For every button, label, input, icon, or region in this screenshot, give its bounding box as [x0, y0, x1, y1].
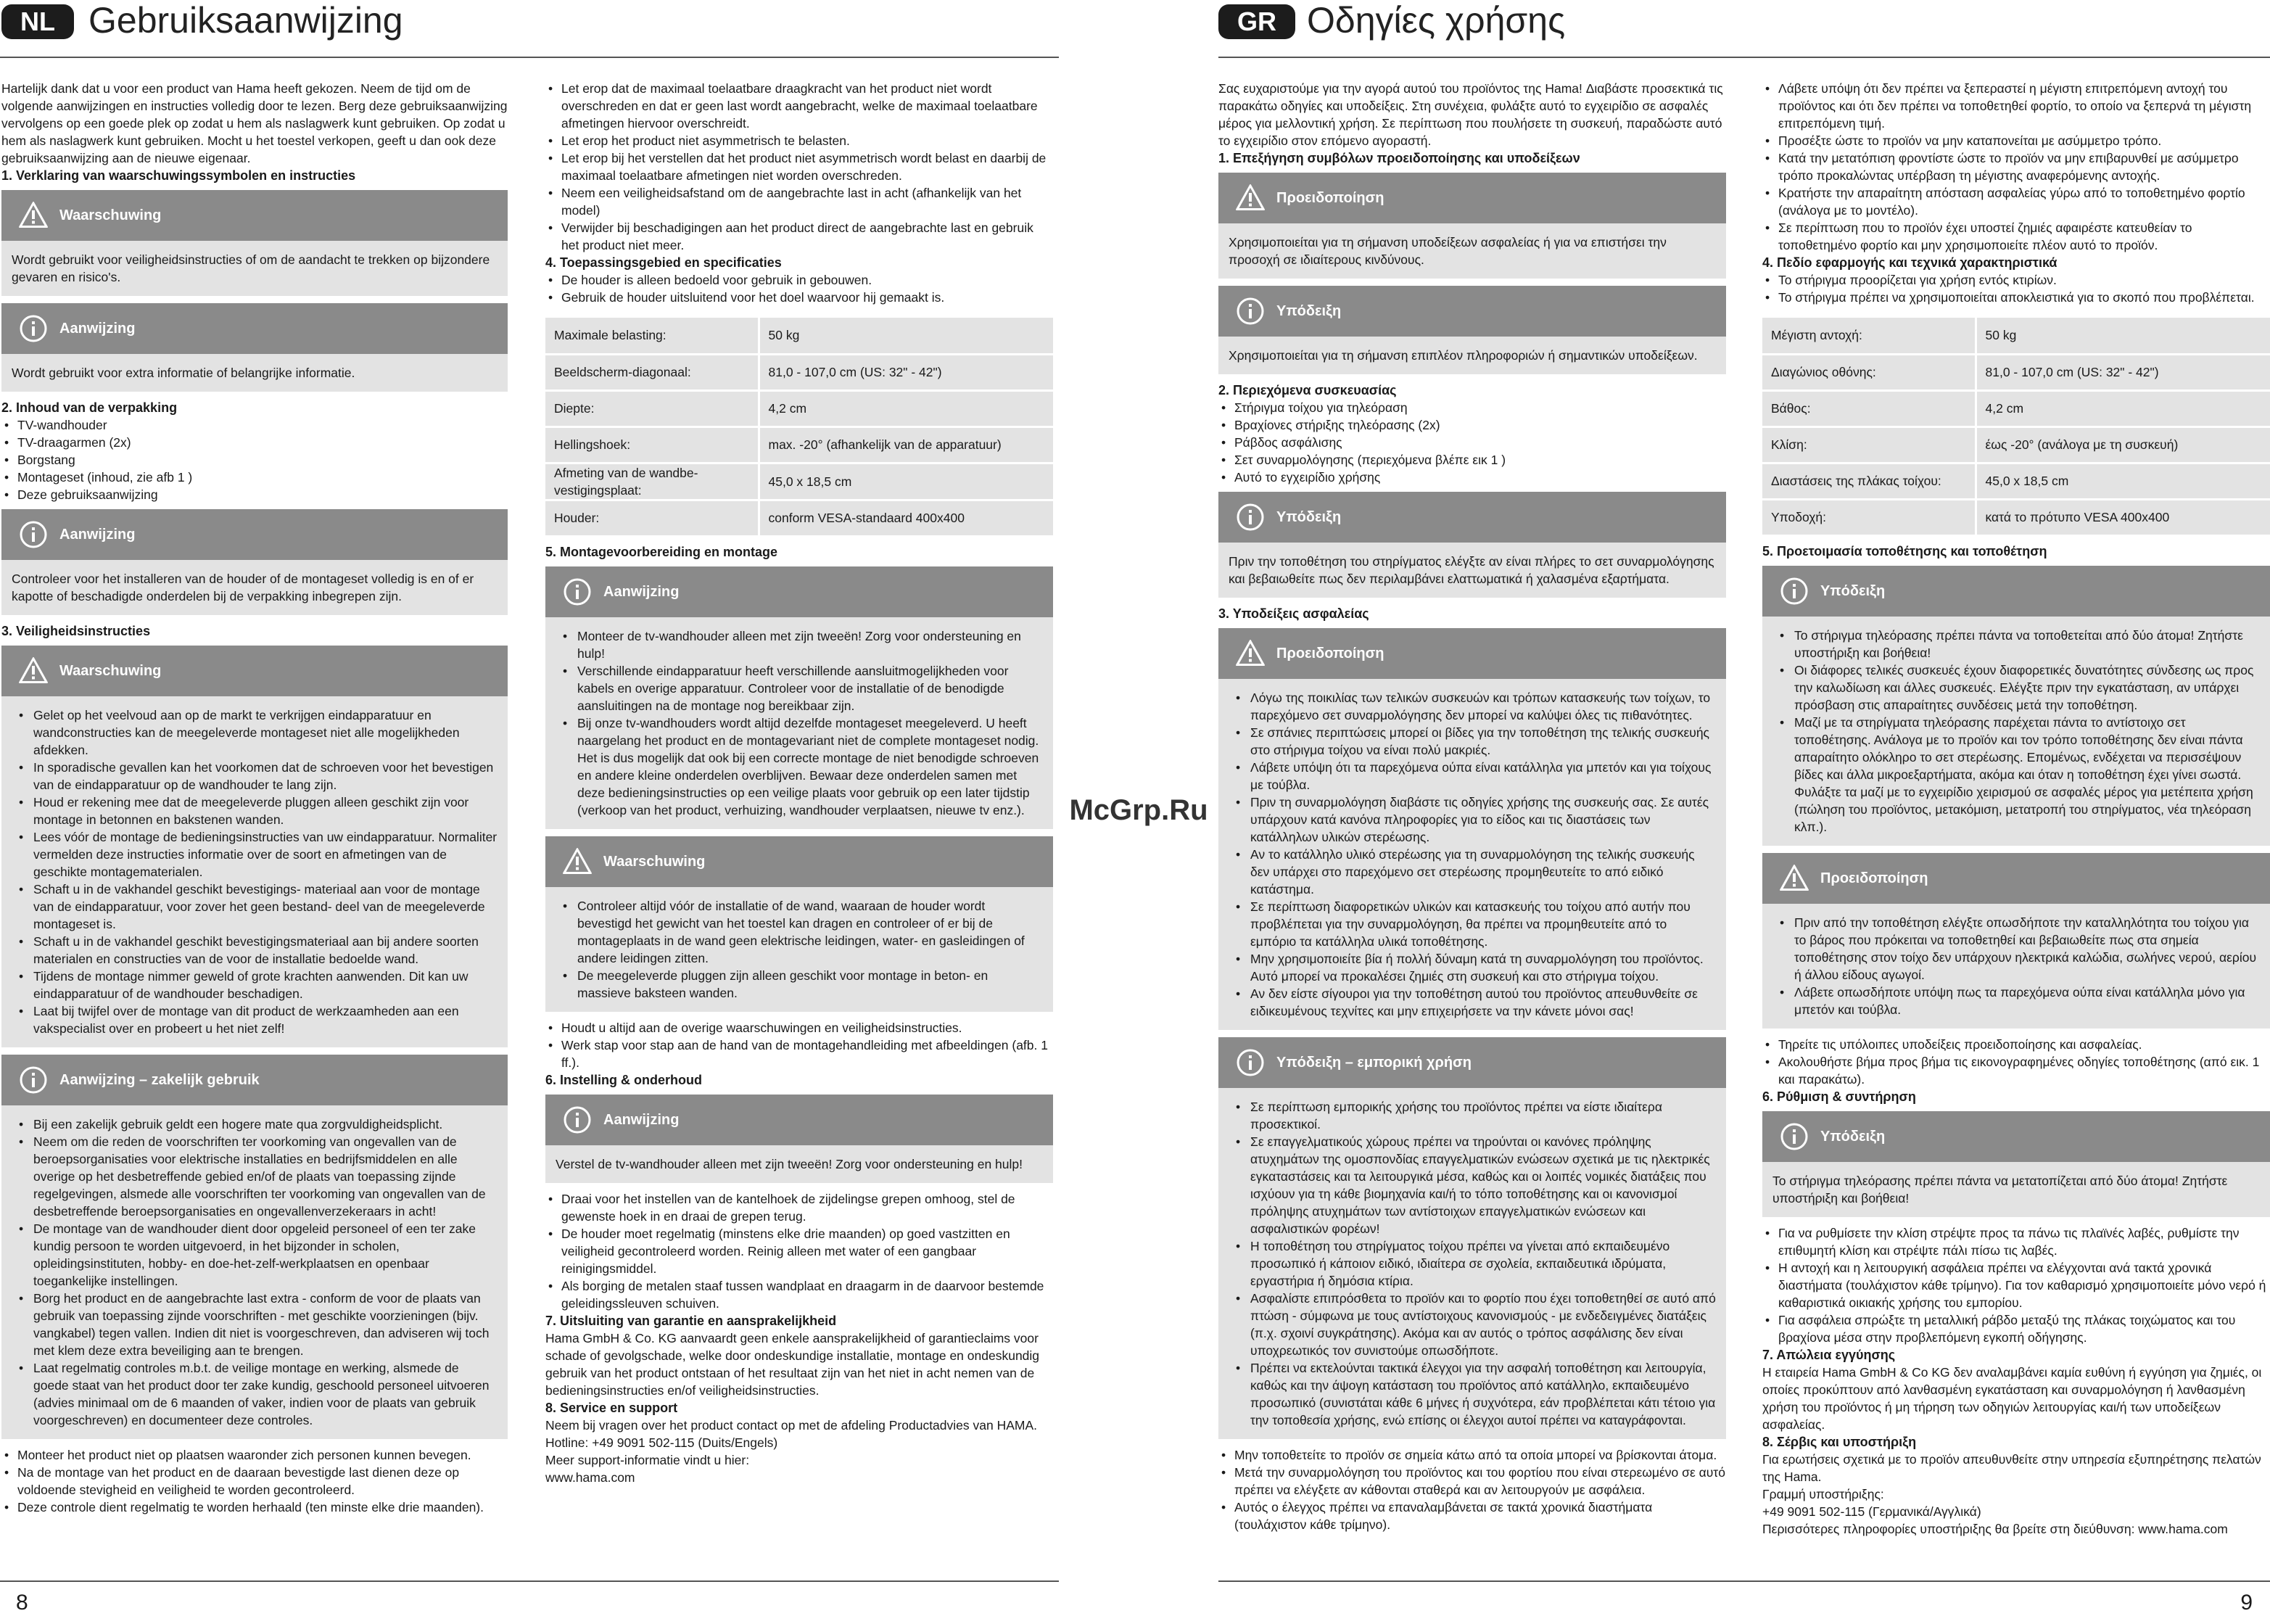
list-item: • Λάβετε υπόψη ότι τα παρεχόμενα ούπα είναι κατάλληλα για μπετόν και για τοίχους με τούβλα.: [1229, 759, 1716, 794]
list-item: • Monteer de tv-wandhouder alleen met zijn tweeën! Zorg voor ondersteuning en hulp!: [556, 627, 1043, 662]
spec-value: 45,0 x 18,5 cm: [1976, 463, 2270, 499]
list-item: • Let erop het product niet asymmetrisch te belasten.: [545, 132, 1053, 149]
note-box: [1, 303, 508, 392]
spec-key: Μέγιστη αντοχή:: [1762, 318, 1976, 354]
list-item: • Ασφαλίστε επιπρόσθετα το προϊόν και το φορτίο που έχει τοποθετηθεί σε αυτό από πτώση - σύμφωνα με τους αντίστοιχους κανονισμούς - με ενδεδειγμένες διατάξεις (π.χ. σχοινί συγκράτησης). Ακόμα και αν αυτός ο τρόπος ασφάλισης δεν είναι υποχρεωτικός τον συνιστούμε οπωσδήποτε.: [1229, 1290, 1716, 1359]
warning-icon: [17, 199, 49, 231]
note-text: Wordt gebruikt voor extra informatie of belangrijke informatie.: [12, 366, 355, 380]
list-item: • Deze controle dient regelmatig te worden herhaald (ten minste elke drie maanden).: [1, 1499, 508, 1516]
bullet-list: [545, 1019, 1053, 1071]
list-item: • Σε περίπτωση εμπορικής χρήσης του προϊόντος πρέπει να είστε ιδιαίτερα προσεκτικοί.: [1229, 1098, 1716, 1133]
spec-key: Βάθος:: [1762, 390, 1976, 426]
info-icon: [1778, 575, 1810, 607]
bullet-list: [545, 1190, 1053, 1312]
list-item: • Σε περίπτωση διαφορετικών υλικών και κατασκευής του τοίχου από αυτήν που προβλέπεται για την συναρμολόγηση, θα πρέπει να προμηθευτείτε από το εμπόριο τα κατάλληλα υλικά τοποθέτησης.: [1229, 898, 1716, 950]
list-item: • Οι διάφορες τελικές συσκευές έχουν διαφορετικές δυνατότητες σύνδεσης ως προς την καλωδίωση και άλλες συσκευές. Ελέγξτε πριν την εγκατάσταση, αν υπάρχει πρόσβαση στις απαραίτητες συνδέσεις μετά την τοποθέτηση.: [1772, 661, 2260, 714]
contents-list: [1, 416, 508, 503]
list-item: • De montage van de wandhouder dient door opgeleid personeel of een ter zake kundig persoon te worden uitgevoerd, in het bijzonder in scholen, opleidingsinstituten, hobby- en doe-het-zelf-werkplaatsen en openbaar toegankelijke instellingen.: [12, 1220, 498, 1290]
warning-label: Waarschuwing: [59, 663, 162, 679]
list-item: • Μαζί με τα στηρίγματα τηλεόρασης παρέχεται πάντα το αντίστοιχο σετ τοποθέτησης. Ανάλογα με το προϊόν και τον τρόπο τοποθέτησης δεν είναι πάντα απαραίτητο ολόκληρο το σετ στερέωσης. Επομένως, ενδέχεται να περισσέψουν βίδες και άλλα μικροεξαρτήματα, ακόμα και όταν η τοποθέτηση έχει γίνει σωστά. Φυλάξτε τα μαζί με το εγχειρίδιο χειρισμού σε ασφαλές μέρος για μετέπειτα χρήση (πώληση του προϊόντος, μετακόμιση, μετατροπή του στηρίγματος, νέα τηλεόραση κλπ.).: [1772, 714, 2260, 836]
warning-box-header: [545, 836, 1053, 887]
list-item: • Deze gebruiksaanwijzing: [1, 486, 508, 503]
warning-box: [1762, 853, 2270, 1029]
note-box: [1, 509, 508, 615]
warning-description: [1, 696, 508, 1047]
spec-key: Maximale belasting:: [545, 318, 759, 354]
warning-box-header: [1218, 173, 1726, 223]
list-item: • Schaft u in de vakhandel geschikt bevestigingsmateriaal aan bij andere soorten materialen en constructies van de voor de installatie bedoelde wand.: [12, 933, 498, 968]
list-item: • Πριν τη συναρμολόγηση διαβάστε τις οδηγίες χρήσης της συσκευής σας. Σε αυτές υπάρχουν κατά κανόνα πληροφορίες για το είδος και τις διαστάσεις των κατάλληλων υλικών στερέωσης.: [1229, 794, 1716, 846]
column-right: [545, 80, 1053, 1486]
paragraph: Hotline: +49 9091 502-115 (Duits/Engels): [545, 1435, 778, 1450]
info-icon: [1778, 1121, 1810, 1153]
language-badge: NL: [1, 4, 74, 39]
note-label: Aanwijzing: [59, 527, 136, 543]
list-item: • De houder is alleen bedoeld voor gebruik in gebouwen.: [545, 271, 1053, 289]
section-heading: 1. Επεξήγηση συμβόλων προειδοποίησης και υποδείξεων: [1218, 151, 1580, 165]
warning-box-header: [1, 646, 508, 696]
list-item: • Σε επαγγελματικούς χώρους πρέπει να τηρούνται οι κανόνες πρόληψης ατυχημάτων της ομοσπονδίας επαγγελματικών ενώσεων σχετικά με τις ηλεκτρικές εγκαταστάσεις και τα λειτουργικά μέσα, καθώς και οι λοιπές νομικές διατάξεις που ισχύουν για τη κάθε βιομηχανία και/ή το τόπο τοποθέτησης και οι κανονισμοί πρόληψης ατυχημάτων των αντίστοιχων επαγγελματικών ενώσεων και ασφαλιστικών φορέων!: [1229, 1133, 1716, 1237]
warning-box-header: [1762, 853, 2270, 904]
note-text: Verstel de tv-wandhouder alleen met zijn tweeën! Zorg voor ondersteuning en hulp!: [556, 1156, 1023, 1171]
list-item: • Προσέξτε ώστε το προϊόν να μην καταπονείται με ασύμμετρο τρόπο.: [1762, 132, 2270, 149]
list-item: • Στήριγμα τοίχου για τηλεόραση: [1218, 399, 1726, 416]
list-item: • Η τοποθέτηση του στηρίγματος τοίχου πρέπει να γίνεται από εκπαιδευμένο προσωπικό ή κάποιον ειδικό, ιδιαίτερα σε σχολεία, εκπαιδευτικά ιδρύματα, εργαστήρια ή δημόσια κτίρια.: [1229, 1237, 1716, 1290]
note-label: Aanwijzing: [603, 583, 680, 600]
spec-key: Διαγώνιος οθόνης:: [1762, 354, 1976, 390]
list-item: • Tijdens de montage nimmer geweld of grote krachten aanwenden. Dit kan uw eindapparatuur of de wandhouder beschadigen.: [12, 968, 498, 1002]
note-box-header: [1762, 1111, 2270, 1162]
warning-label: Waarschuwing: [59, 207, 162, 223]
list-item: • Draai voor het instellen van de kantelhoek de zijdelingse grepen omhoog, stel de gewenste hoek in en draai de grepen terug.: [545, 1190, 1053, 1225]
paragraph: Γραμμή υποστήριξης:: [1762, 1486, 1884, 1501]
bullet-list: [1762, 1036, 2270, 1088]
spec-value: 4,2 cm: [1976, 390, 2270, 426]
list-item: • Gelet op het veelvoud aan op de markt te verkrijgen eindapparatuur en wandconstructies kan de meegeleverde montageset niet alle mogelijkheden afdekken.: [12, 706, 498, 759]
language-badge: GR: [1218, 4, 1295, 39]
list-item: • Βραχίονες στήριξης τηλεόρασης (2x): [1218, 416, 1726, 434]
note-description: [1762, 1162, 2270, 1217]
table-row: [545, 390, 1053, 426]
page-title: Gebruiksaanwijzing: [88, 0, 403, 41]
commercial-note-box: [1, 1055, 508, 1439]
note-description: [545, 1145, 1053, 1183]
list-item: • Gebruik de houder uitsluitend voor het doel waarvoor hij gemaakt is.: [545, 289, 1053, 306]
note-description: [1218, 1088, 1726, 1439]
note-box: [1218, 286, 1726, 374]
list-item: • Verschillende eindapparatuur heeft verschillende aansluitmogelijkheden voor kabels en overige apparatuur. Controleer voor de installatie of de benodigde aansluitingen na de montage nog bereikbaar zijn.: [556, 662, 1043, 714]
list-item: • Για ασφάλεια σπρώξτε τη μεταλλική ράβδο μεταξύ της πλάκας τοιχώματος και του βραχίονα μέσα στην προβλεπόμενη εγκοπή οδήγησης.: [1762, 1311, 2270, 1346]
list-item: • Πρέπει να εκτελούνται τακτικά έλεγχοι για την ασφαλή τοποθέτηση και λειτουργία, καθώς και την άψογη κατάσταση του προϊόντος από κατάλληλο, εκπαιδευμένο προσωπικό (συνιστάται κάθε 6 μήνες ή συχνότερα, εάν προβλέπεται κάτι τέτοιο για την τοποθεσία χρήσης, ενώ επίσης οι έλεγχοι αυτοί πρέπει να καταγράφονται.: [1229, 1359, 1716, 1429]
list-item: • Σετ συναρμολόγησης (περιεχόμενα βλέπε εικ 1 ): [1218, 451, 1726, 469]
warning-box: [1, 646, 508, 1047]
note-description: [1, 1105, 508, 1439]
list-item: • Λάβετε υπόψη ότι δεν πρέπει να ξεπεραστεί η μέγιστη επιτρεπόμενη αντοχή του προϊόντος και ότι δεν πρέπει να τοποθετηθεί φορτίο, το οποίο να ξεπερνά τη μέγιστη επιτρεπόμενη τιμή.: [1762, 80, 2270, 132]
spec-key: Κλίση:: [1762, 426, 1976, 463]
list-item: • Ράβδος ασφάλισης: [1218, 434, 1726, 451]
spec-value: 50 kg: [759, 318, 1053, 354]
note-label: Υπόδειξη: [1276, 303, 1342, 319]
page-number: 9: [2240, 1591, 2253, 1615]
watermark: McGrp.Ru: [1069, 794, 1208, 826]
list-item: • Laat bij twijfel over de montage van dit product de werkzaamheden aan een vakspecialist over en probeert u het niet zelf!: [12, 1002, 498, 1037]
warning-box: [1, 190, 508, 296]
list-item: • Αυτός ο έλεγχος πρέπει να επαναλαμβάνεται σε τακτά χρονικά διαστήματα (τουλάχιστον κάθε τρίμηνο).: [1218, 1499, 1726, 1533]
warning-box-header: [1218, 628, 1726, 679]
spec-key: Diepte:: [545, 390, 759, 426]
warning-icon: [1778, 862, 1810, 894]
spec-table: [1762, 318, 2270, 537]
page-gr: [1218, 0, 2270, 1624]
list-item: • Πριν από την τοποθέτηση ελέγξτε οπωσδήποτε την καταλληλότητα του τοίχου για το βάρος που πρόκειται να τοποθετηθεί και βεβαιωθείτε πως στα σημεία τοποθέτησης στον τοίχο δεν υπάρχουν ηλεκτρικά καλώδια, σωλήνες νερού, αερίου ή άλλου είδους αγωγοί.: [1772, 914, 2260, 984]
section-heading: 8. Service en support: [545, 1400, 678, 1415]
list-item: • Το στήριγμα τηλεόρασης πρέπει πάντα να τοποθετείται από δύο άτομα! Ζητήστε υποστήριξη και βοήθεια!: [1772, 627, 2260, 661]
table-row: [1762, 499, 2270, 535]
spec-value: 45,0 x 18,5 cm: [759, 463, 1053, 500]
warning-text: Wordt gebruikt voor veiligheidsinstructies of om de aandacht te trekken op bijzondere gevaren en risico's.: [12, 252, 490, 284]
list-item: • Controleer altijd vóór de installatie of de wand, waaraan de houder wordt bevestigd het gewicht van het toestel kan dragen en controleer of er bij de montageplaats in de wand geen elektrische leidingen, water- en gasleidingen of andere leidingen zitten.: [556, 897, 1043, 967]
info-icon: [1234, 501, 1266, 533]
list-item: • Λόγω της ποικιλίας των τελικών συσκευών και τρόπων κατασκευής των τοίχων, το παρεχόμενο σετ συναρμολόγησης δεν μπορεί να καλύψει όλες τις πιθανότητες.: [1229, 689, 1716, 724]
spec-key: Υποδοχή:: [1762, 499, 1976, 535]
spec-key: Διαστάσεις της πλάκας τοίχου:: [1762, 463, 1976, 499]
note-box-header: [1218, 286, 1726, 337]
table-row: [545, 463, 1053, 500]
list-item: • Monteer het product niet op plaatsen waaronder zich personen kunnen bevegen.: [1, 1446, 508, 1464]
note-box: [1762, 1111, 2270, 1217]
contents-list: [1218, 399, 1726, 486]
section-heading: 6. Instelling & onderhoud: [545, 1072, 702, 1087]
note-label: Aanwijzing: [603, 1111, 680, 1128]
page-header: [1218, 0, 2270, 58]
bullet-list: [1762, 80, 2270, 254]
section-heading: 7. Uitsluiting van garantie en aansprakelijkheid: [545, 1313, 837, 1328]
note-box: [545, 566, 1053, 829]
warning-description: [545, 887, 1053, 1012]
note-label: Υπόδειξη: [1820, 1128, 1886, 1145]
warning-label: Waarschuwing: [603, 853, 706, 870]
warning-label: Προειδοποίηση: [1820, 870, 1928, 886]
warning-box: [1218, 628, 1726, 1030]
warning-icon: [17, 655, 49, 687]
warning-description: [1218, 679, 1726, 1030]
list-item: • Verwijder bij beschadigingen aan het product direct de aangebrachte last en gebruik het product niet meer.: [545, 219, 1053, 254]
bullet-list: [1762, 271, 2270, 306]
spec-value: κατά το πρότυπο VESA 400x400: [1976, 499, 2270, 535]
note-description: [1218, 337, 1726, 374]
spec-key: Afmeting van de wandbe- vestigingsplaat:: [545, 463, 759, 500]
info-icon: [1234, 1047, 1266, 1079]
table-row: [1762, 463, 2270, 499]
list-item: • Κρατήστε την απαραίτητη απόσταση ασφαλείας γύρω από το τοποθετημένο φορτίο (ανάλογα με το μοντέλο).: [1762, 184, 2270, 219]
spec-value: έως -20° (ανάλογα με τη συσκευή): [1976, 426, 2270, 463]
list-item: • Laat regelmatig controles m.b.t. de veilige montage en werking, alsmede de goede staat van het product door ter zake kundig, geschoold personeel uitvoeren (advies minimaal om de 6 maanden of vaker, indien voor de plaats van gebruik voorgeschreven) en documenteer deze controles.: [12, 1359, 498, 1429]
list-item: • Let erop bij het verstellen dat het product niet asymmetrisch wordt belast en daarbij de maximaal toelaatbare afmetingen niet worden overschreden.: [545, 149, 1053, 184]
warning-icon: [561, 846, 593, 878]
list-item: • Μετά την συναρμολόγηση του προϊόντος και του φορτίου που είναι στερεωμένο σε αυτό πρέπει να ελέγξετε αν κάθονται σταθερά και αν λειτουργούν με ασφάλεια.: [1218, 1464, 1726, 1499]
list-item: • Neem een veiligheidsafstand om de aangebrachte last in acht (afhankelijk van het model): [545, 184, 1053, 219]
section-heading: 3. Veiligheidsinstructies: [1, 624, 151, 638]
warning-description: [1762, 904, 2270, 1029]
list-item: • In sporadische gevallen kan het voorkomen dat de schroeven voor het bevestigen van de eindapparatuur op de wandhouder te lang zijn.: [12, 759, 498, 794]
list-item: • Let erop dat de maximaal toelaatbare draagkracht van het product niet wordt overschreden en dat er geen last wordt aangebracht, welke de maximaal toelaatbare afmetingen hiervoor overschreidt.: [545, 80, 1053, 132]
page-title: Οδηγίες χρήσης: [1307, 0, 1566, 41]
website-link[interactable]: www.hama.com: [545, 1470, 635, 1485]
list-item: • Als borging de metalen staaf tussen wandplaat en draagarm in de daarvoor bestemde geleidingssleuven schuiven.: [545, 1277, 1053, 1312]
info-icon: [17, 1064, 49, 1096]
paragraph: Meer support-informatie vindt u hier:: [545, 1452, 750, 1467]
commercial-note-box: [1218, 1037, 1726, 1439]
note-description: [1, 354, 508, 392]
spec-value: max. -20° (afhankelijk van de apparatuur): [759, 426, 1053, 463]
note-box-header: [1762, 566, 2270, 617]
bullet-list: [545, 271, 1053, 306]
section-heading: 4. Toepassingsgebied en specificaties: [545, 255, 782, 270]
spec-key: Hellingshoek:: [545, 426, 759, 463]
list-item: • Houd er rekening mee dat de meegeleverde pluggen alleen geschikt zijn voor montage in betonnen en bakstenen wanden.: [12, 794, 498, 828]
note-box-header: [1, 1055, 508, 1105]
page-footer: [0, 1580, 1059, 1624]
spec-table: [545, 318, 1053, 537]
list-item: • TV-wandhouder: [1, 416, 508, 434]
list-item: • Μην χρησιμοποιείτε βία ή πολλή δύναμη κατά τη συναρμολόγηση του προϊόντος. Αυτό μπορεί να προκαλέσει ζημιές στη συσκευή και στο στήριγμα τοίχου.: [1229, 950, 1716, 985]
warning-box: [545, 836, 1053, 1012]
list-item: • Ακολουθήστε βήμα προς βήμα τις εικονογραφημένες οδηγίες τοποθέτησης (από εικ. 1 και παρακάτω).: [1762, 1053, 2270, 1088]
table-row: [545, 500, 1053, 536]
section-heading: 8. Σέρβις και υποστήριξη: [1762, 1434, 1917, 1449]
table-row: [1762, 426, 2270, 463]
warning-box-header: [1, 190, 508, 241]
bullet-list: [1218, 1446, 1726, 1533]
note-box-header: [1, 303, 508, 354]
paragraph: Η εταιρεία Hama GmbH & Co KG δεν αναλαμβάνει καμία ευθύνη ή εγγύηση για ζημιές, οι οποίες προκύπτουν από λανθασμένη εγκατάσταση και συναρμολόγηση ή λανθασμένη χρήση του προϊόντος ή μη τήρηση των οδηγιών λειτουργίας και/ή των υποδείξεων ασφαλείας.: [1762, 1364, 2262, 1432]
note-label: Υπόδειξη: [1820, 582, 1886, 599]
table-row: [545, 426, 1053, 463]
paragraph: Neem bij vragen over het product contact op met de afdeling Productadvies van HAMA.: [545, 1417, 1038, 1433]
list-item: • Bij een zakelijk gebruik geldt een hogere mate qua zorgvuldigheidsplicht.: [12, 1116, 498, 1133]
table-row: [1762, 390, 2270, 426]
info-icon: [17, 313, 49, 345]
note-description: [1762, 617, 2270, 846]
list-item: • Borg het product en de aangebrachte last extra - conform de voor de plaats van gebruik van toepassing zijnde voorschriften - met geschikte voorzieningen (bijv. vangkabel) tegen vallen. Indien dit niet is voorgeschreven, dan adviseren wij toch met klem deze extra beveiliging aan te brengen.: [12, 1290, 498, 1359]
list-item: • Η αντοχή και η λειτουργική ασφάλεια πρέπει να ελέγχονται ανά τακτά χρονικά διαστήματα (τουλάχιστον κάθε τρίμηνο). Για τον καθαρισμό χρησιμοποιείτε μόνο νερό ή καθαριστικά οικιακής χρήσης του εμπορίου.: [1762, 1259, 2270, 1311]
note-box: [1218, 492, 1726, 598]
warning-icon: [1234, 638, 1266, 669]
note-description: [1218, 543, 1726, 598]
list-item: • Το στήριγμα προορίζεται για χρήση εντός κτιρίων.: [1762, 271, 2270, 289]
list-item: • Μην τοποθετείτε το προϊόν σε σημεία κάτω από τα οποία μπορεί να βρίσκονται άτομα.: [1218, 1446, 1726, 1464]
section-heading: 4. Πεδίο εφαρμογής και τεχνικά χαρακτηριστικά: [1762, 255, 2058, 270]
section-heading: 1. Verklaring van waarschuwingssymbolen en instructies: [1, 168, 356, 183]
section-heading: 7. Απώλεια εγγύησης: [1762, 1347, 1896, 1362]
bullet-list: [1762, 1224, 2270, 1346]
table-row: [1762, 318, 2270, 354]
list-item: • Τηρείτε τις υπόλοιπες υποδείξεις προειδοποίησης και ασφαλείας.: [1762, 1036, 2270, 1053]
spec-value: conform VESA-standaard 400x400: [759, 500, 1053, 536]
paragraph: Για ερωτήσεις σχετικά με το προϊόν απευθυνθείτε στην υπηρεσία εξυπηρέτησης πελατών της Hama.: [1762, 1451, 2261, 1484]
list-item: • TV-draagarmen (2x): [1, 434, 508, 451]
page-footer: [1218, 1580, 2270, 1624]
note-box-header: [1, 509, 508, 560]
note-box: [1762, 566, 2270, 846]
list-item: • Αν το κατάλληλο υλικό στερέωσης για τη συναρμολόγηση της τελικής συσκευής δεν υπάρχει στο παρεχόμενο σετ στερέωσης προμηθευτείτε το από ειδικό κατάστημα.: [1229, 846, 1716, 898]
section-heading: 5. Montagevoorbereiding en montage: [545, 544, 778, 559]
note-box: [545, 1095, 1053, 1183]
page-number: 8: [16, 1591, 28, 1615]
note-box-header: [1218, 492, 1726, 543]
column-left: [1218, 80, 1726, 1533]
list-item: • Κατά την μετατόπιση φροντίστε ώστε το προϊόν να μην επιβαρυνθεί με ασύμμετρο τρόπο προκαλώντας υπέρβαση τη μέγιστης αναφερόμενης αντοχής.: [1762, 149, 2270, 184]
section-heading: 2. Περιεχόμενα συσκευασίας: [1218, 383, 1397, 397]
warning-label: Προειδοποίηση: [1276, 646, 1384, 661]
table-row: [1762, 354, 2270, 390]
list-item: • Werk stap voor stap aan de hand van de montagehandleiding met afbeeldingen (afb. 1 ff.).: [545, 1036, 1053, 1071]
column-right: [1762, 80, 2270, 1538]
column-left: [1, 80, 508, 1516]
section-heading: 6. Ρύθμιση & συντήρηση: [1762, 1089, 1916, 1104]
info-icon: [561, 576, 593, 608]
intro-text: Hartelijk dank dat u voor een product van Hama heeft gekozen. Neem de tijd om de volgende aanwijzingen en instructies volledig door te lezen. Berg deze gebruiksaanwijzing vervolgens op een goede plek op zodat u hem als naslagwerk kunt gebruiken. Op zodat u hem als naslagwerk kunt gebruiken. Mocht u het toestel verkopen, geeft u dan ook deze gebruiksaanwijzing aan de nieuwe eigenaar.: [1, 81, 508, 165]
section-heading: 5. Προετοιμασία τοποθέτησης και τοποθέτηση: [1762, 543, 2047, 558]
spec-key: Beeldscherm-diagonaal:: [545, 354, 759, 390]
bullet-list: [1, 1446, 508, 1516]
list-item: • Schaft u in de vakhandel geschikt bevestigings- materiaal aan voor de montage van de eindapparatuur, voor zover het geen bestand- deel van de meegeleverde montageset is.: [12, 881, 498, 933]
spec-key: Houder:: [545, 500, 759, 536]
warning-label: Προειδοποίηση: [1276, 190, 1384, 206]
spec-value: 81,0 - 107,0 cm (US: 32" - 42"): [1976, 354, 2270, 390]
table-row: [545, 318, 1053, 354]
note-label: Υπόδειξη – εμπορική χρήση: [1276, 1055, 1472, 1071]
list-item: • Αυτό το εγχειρίδιο χρήσης: [1218, 469, 1726, 486]
page-nl: [0, 0, 1059, 1624]
spec-value: 4,2 cm: [759, 390, 1053, 426]
list-item: • Borgstang: [1, 451, 508, 469]
note-text: Controleer voor het installeren van de houder of de montageset volledig is en of er kapotte of beschadigde onderdelen bij de verpakking inbegrepen zijn.: [12, 572, 474, 603]
list-item: • Για να ρυθμίσετε την κλίση στρέψτε προς τα πάνω τις πλαϊνές λαβές, ρυθμίστε την επιθυμητή κλίση και στρέψτε πάλι πίσω τις λαβές.: [1762, 1224, 2270, 1259]
spec-value: 81,0 - 107,0 cm (US: 32" - 42"): [759, 354, 1053, 390]
bullet-list: [545, 80, 1053, 254]
list-item: • De houder moet regelmatig (minstens elke drie maanden) op goed vastzitten en veiligheid gecontroleerd worden. Reinig alleen met water of een gangbaar reinigingsmiddel.: [545, 1225, 1053, 1277]
note-box-header: [545, 566, 1053, 617]
paragraph: Hama GmbH & Co. KG aanvaardt geen enkele aansprakelijkheid of garantieclaims voor schade of gevolgschade, welke door ondeskundige installatie, montage en ondeskundig gebruik van het product ontstaan of het resultaat zijn van het niet in acht nemen van de bedieningsinstructies en/of veiligheidsinstructies.: [545, 1330, 1040, 1398]
warning-description: [1, 241, 508, 296]
list-item: • Σε σπάνιες περιπτώσεις μπορεί οι βίδες για την τοποθέτηση της τελικής συσκευής στο στήριγμα τοίχου να είναι πολύ μακριές.: [1229, 724, 1716, 759]
warning-icon: [1234, 182, 1266, 214]
warning-description: [1218, 223, 1726, 279]
list-item: • Houdt u altijd aan de overige waarschuwingen en veiligheidsinstructies.: [545, 1019, 1053, 1036]
list-item: • Λάβετε οπωσδήποτε υπόψη πως τα παρεχόμενα ούπα είναι κατάλληλα μόνο για μπετόν και τούβλα.: [1772, 984, 2260, 1018]
note-label: Υπόδειξη: [1276, 509, 1342, 525]
list-item: • Το στήριγμα πρέπει να χρησιμοποιείται αποκλειστικά για το σκοπό που προβλέπεται.: [1762, 289, 2270, 306]
list-item: • De meegeleverde pluggen zijn alleen geschikt voor montage in beton- en massieve baksteen wanden.: [556, 967, 1043, 1002]
intro-text: Σας ευχαριστούμε για την αγορά αυτού του προϊόντος της Hama! Διαβάστε προσεκτικά τις παρακάτω οδηγίες και υποδείξεις. Στη συνέχεια, φυλάξτε αυτό το εγχειρίδιο σε ασφαλές μέρος για μελλοντική χρήση. Σε περίπτωση που πουλήσετε τη συσκευή, παραδώστε αυτό το εγχειρίδιο στον επόμενο αγοραστή.: [1218, 81, 1723, 148]
note-label: Aanwijzing: [59, 321, 136, 337]
spec-value: 50 kg: [1976, 318, 2270, 354]
list-item: • Montageset (inhoud, zie afb 1 ): [1, 469, 508, 486]
list-item: • Na de montage van het product en de daaraan bevestigde last dienen deze op voldoende stevigheid en veiligheid te worden gecontroleerd.: [1, 1464, 508, 1499]
list-item: • Σε περίπτωση που το προϊόν έχει υποστεί ζημιές αφαιρέστε κατευθείαν το τοποθετημένο φορτίο και μην χρησιμοποιείτε πλέον αυτό το προϊόν.: [1762, 219, 2270, 254]
list-item: • Lees vóór de montage de bedieningsinstructies van uw eindapparatuur. Normaliter vermelden deze instructies informatie over de soort en afmetingen van de geschikte montagematerialen.: [12, 828, 498, 881]
page-header: [0, 0, 1059, 58]
note-text: Πριν την τοποθέτηση του στηρίγματος ελέγξτε αν είναι πλήρες το σετ συναρμολόγησης και βεβαιωθείτε πως δεν περιλαμβάνει ελαττωματικά ή χαλασμένα εξαρτήματα.: [1229, 554, 1714, 586]
info-icon: [17, 519, 49, 551]
website-link[interactable]: Περισσότερες πληροφορίες υποστήριξης θα βρείτε στη διεύθυνση: www.hama.com: [1762, 1521, 2228, 1536]
note-text: Το στήριγμα τηλεόρασης πρέπει πάντα να μετατοπίζεται από δύο άτομα! Ζητήστε υποστήριξη και βοήθεια!: [1772, 1173, 2228, 1205]
section-heading: 2. Inhoud van de verpakking: [1, 400, 178, 415]
warning-box: [1218, 173, 1726, 279]
note-description: [545, 617, 1053, 829]
note-box-header: [1218, 1037, 1726, 1088]
warning-text: Χρησιμοποιείται για τη σήμανση υποδείξεων ασφαλείας ή για να επιστήσει την προσοχή σε ιδιαίτερους κινδύνους.: [1229, 235, 1667, 267]
info-icon: [561, 1104, 593, 1136]
note-box-header: [545, 1095, 1053, 1145]
section-heading: 3. Υποδείξεις ασφαλείας: [1218, 606, 1369, 621]
note-description: [1, 560, 508, 615]
list-item: • Αν δεν είστε σίγουροι για την τοποθέτηση αυτού του προϊόντος απευθυνθείτε σε ειδικευμένους τεχνίτες και μην επιχειρήσετε να την κάνετε μόνοι σας!: [1229, 985, 1716, 1020]
list-item: • Bij onze tv-wandhouders wordt altijd dezelfde montageset meegeleverd. U heeft naargelang het product en de montagevariant niet de complete montageset nodig. Het is dus mogelijk dat ook bij een correcte montage de niet benodigde schroeven en andere kleine onderdelen overblijven. Bewaar deze onderdelen samen met deze bedieningsinstructies op een veilige plaats voor gebruik op een later tijdstip (verkoop van het product, verhuizing, wandhouder verplaatsen, nieuwe tv enz.).: [556, 714, 1043, 819]
list-item: • Neem om die reden de voorschriften ter voorkoming van ongevallen van de beroepsorganisaties voor elektrische installaties en bedrijfsmiddelen en alle overige op het desbetreffende gebied en/of de plaats van toepassing zijnde regelgevingen, alsmede alle voorschriften ter voorkoming van ongevallen van de desbetreffende beroepsorganisaties en ongevallenverzekeraars in acht!: [12, 1133, 498, 1220]
table-row: [545, 354, 1053, 390]
paragraph: +49 9091 502-115 (Γερμανικά/Αγγλικά): [1762, 1504, 1981, 1519]
note-text: Χρησιμοποιείται για τη σήμανση επιπλέον πληροφοριών ή σημαντικών υποδείξεων.: [1229, 348, 1698, 363]
note-label: Aanwijzing – zakelijk gebruik: [59, 1072, 260, 1088]
info-icon: [1234, 295, 1266, 327]
